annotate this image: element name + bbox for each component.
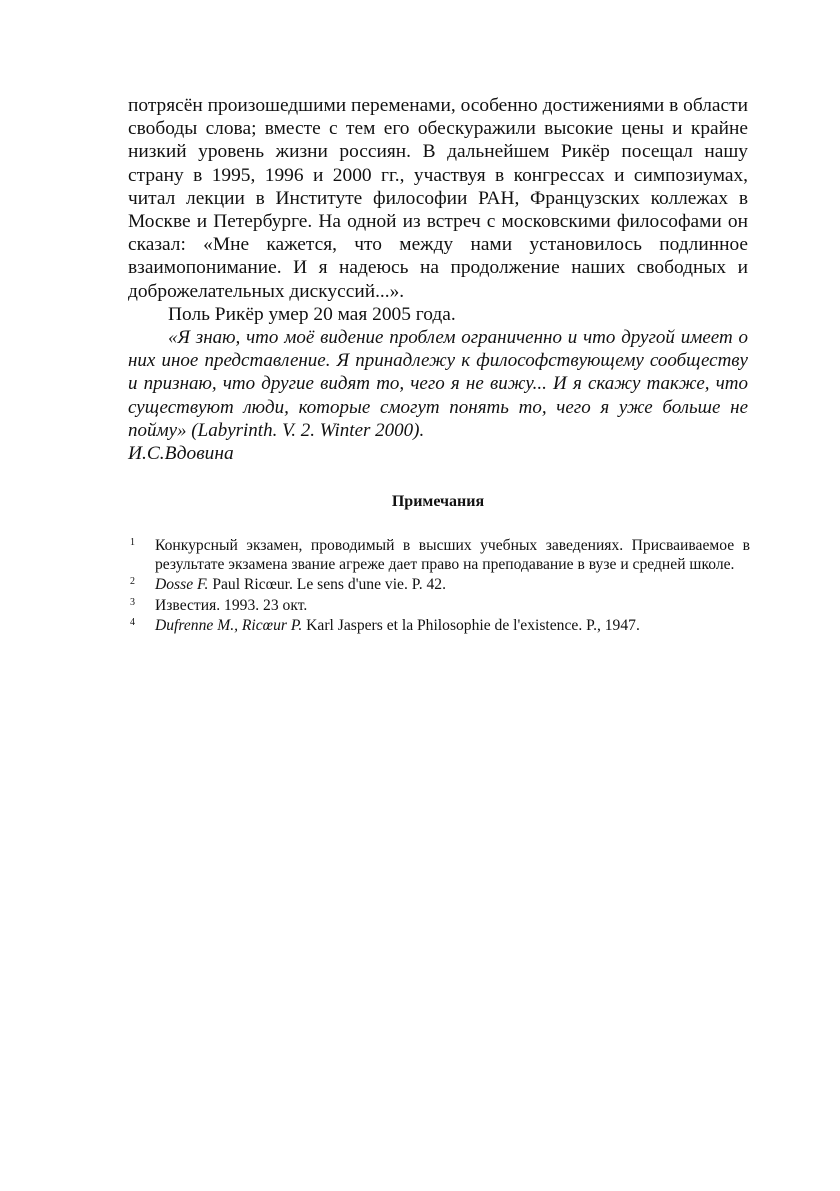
author-signature: И.С.Вдовина bbox=[128, 443, 234, 465]
notes-heading: Примечания bbox=[391, 493, 485, 510]
note-item bbox=[130, 616, 750, 635]
note-text: Конкурсный экзамен, проводимый в высших учебных заведениях. Присваиваемое в результате экзамена звание агреже дает право на преподавание в вузе и средней школе. bbox=[155, 537, 750, 574]
note-number: 1 bbox=[130, 537, 135, 548]
note-text: Karl Jaspers et la Philosophie de l'existence. P., 1947. bbox=[302, 616, 640, 634]
quote-paragraph: «Я знаю, что моё видение проблем ограниченно и что другой имеет о них иное представление. Я принадлежу к философствующему сообществу и признаю, что другие видят то, чего я не вижу... И я скажу также, что существуют люди, которые смогут понять то, чего я уже больше не пойму» (Labyrinth. V. 2. Winter 2000). bbox=[128, 327, 748, 441]
main-text bbox=[128, 94, 748, 465]
paragraph: Поль Рикёр умер 20 мая 2005 года. bbox=[168, 303, 456, 325]
note-author: Dosse F. bbox=[155, 576, 209, 594]
note-number: 2 bbox=[130, 576, 135, 588]
paragraph: потрясён произошедшими переменами, особенно достижениями в области свободы слова; вместе с тем его обескуражили высокие цены и крайне низкий уровень жизни россиян. В дальнейшем Рикёр посещал нашу страну в 1995, 1996 и 2000 гг., участвуя в конгрессах и симпозиумах, читал лекции в Институте философии РАН, Французских коллежах в Москве и Петербурге. На одной из встреч с московскими философами он сказал: «Мне кажется, что между нами установилось подлинное взаимопонимание. И я надеюсь на продолжение наших свободных и доброжелательных дискуссий...». bbox=[128, 95, 748, 302]
note-item bbox=[130, 596, 750, 615]
note-number: 3 bbox=[130, 596, 135, 608]
note-text: Известия. 1993. 23 окт. bbox=[155, 596, 308, 614]
note-item bbox=[130, 536, 750, 574]
note-text: Paul Ricœur. Le sens d'une vie. P. 42. bbox=[208, 576, 446, 594]
note-author: Dufrenne M., Ricœur P. bbox=[155, 616, 303, 634]
notes-list bbox=[130, 536, 750, 636]
note-number: 4 bbox=[130, 616, 135, 628]
note-item bbox=[130, 575, 750, 594]
